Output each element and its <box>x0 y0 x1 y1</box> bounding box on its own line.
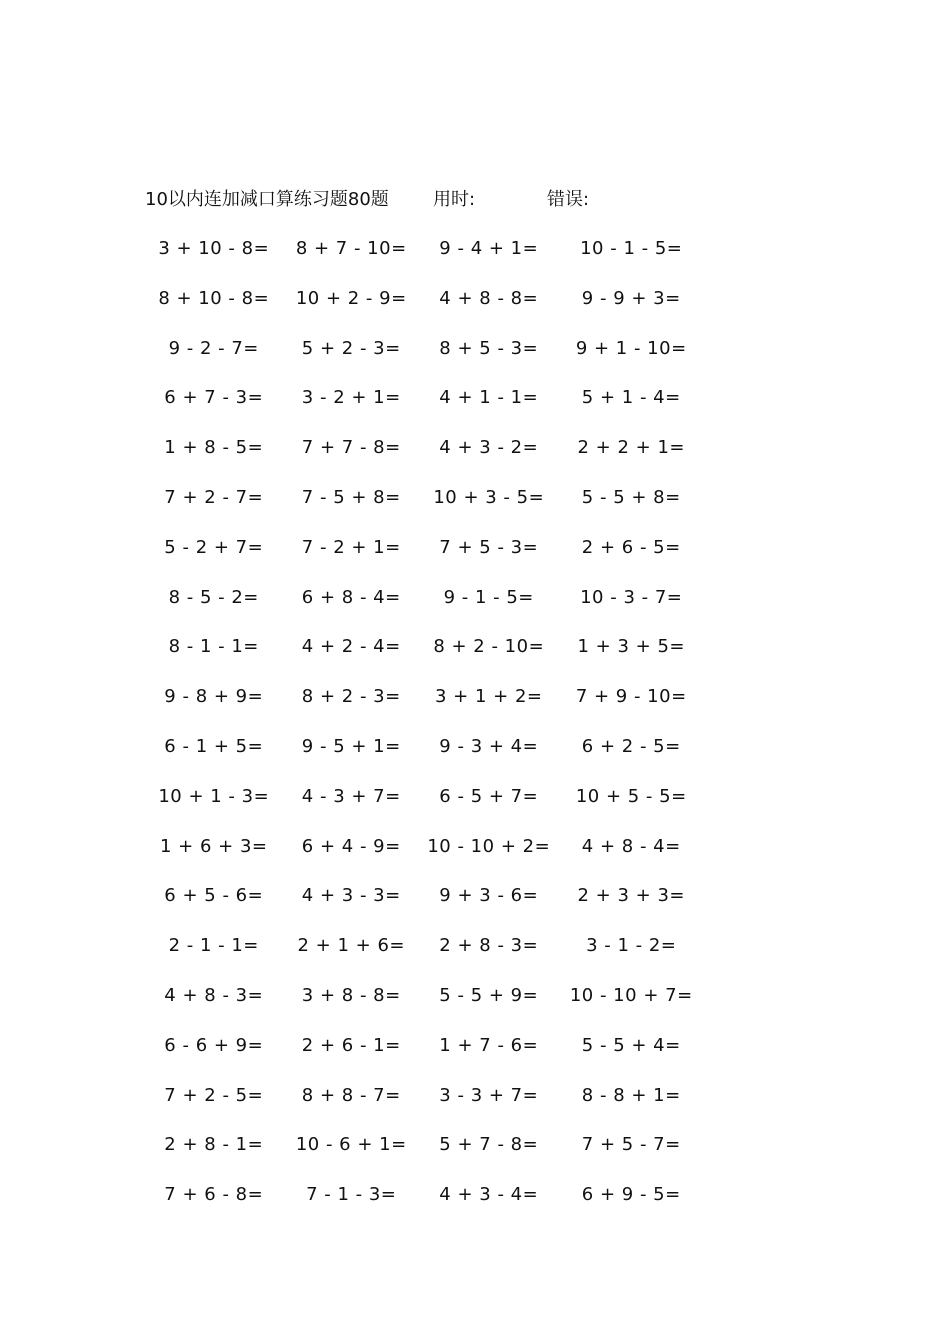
arithmetic-problem: 2 - 1 - 1= <box>168 935 259 957</box>
problem-row <box>145 1032 705 1082</box>
problem-row <box>145 285 705 335</box>
problem-row <box>145 633 705 683</box>
arithmetic-problem: 3 - 2 + 1= <box>301 387 401 409</box>
arithmetic-problem: 2 + 1 + 6= <box>297 935 405 957</box>
arithmetic-problem: 10 + 2 - 9= <box>295 287 407 309</box>
arithmetic-problem: 8 - 1 - 1= <box>168 636 259 658</box>
arithmetic-problem: 9 - 9 + 3= <box>581 287 681 309</box>
arithmetic-problem: 5 + 2 - 3= <box>301 337 401 359</box>
arithmetic-problem: 10 - 6 + 1= <box>295 1134 407 1156</box>
arithmetic-problem: 3 + 8 - 8= <box>301 984 401 1006</box>
arithmetic-problem: 2 + 6 - 5= <box>581 536 681 558</box>
arithmetic-problem: 7 + 9 - 10= <box>575 686 687 708</box>
arithmetic-problem: 7 - 1 - 3= <box>306 1184 397 1206</box>
arithmetic-problem: 5 - 5 + 9= <box>439 984 539 1006</box>
arithmetic-problem: 7 + 2 - 7= <box>164 486 264 508</box>
arithmetic-problem: 9 - 5 + 1= <box>301 735 401 757</box>
arithmetic-problem: 10 - 10 + 7= <box>569 984 693 1006</box>
arithmetic-problem: 3 + 10 - 8= <box>158 238 270 259</box>
arithmetic-problem: 10 + 3 - 5= <box>433 486 545 508</box>
arithmetic-problem: 2 + 8 - 1= <box>164 1134 264 1156</box>
problem-row <box>145 733 705 783</box>
arithmetic-problem: 6 + 5 - 6= <box>164 885 264 907</box>
arithmetic-problem: 2 + 6 - 1= <box>301 1034 401 1056</box>
arithmetic-problem: 9 + 3 - 6= <box>439 885 539 907</box>
arithmetic-problem: 10 + 5 - 5= <box>575 785 687 807</box>
arithmetic-problem: 3 + 1 + 2= <box>435 686 543 708</box>
arithmetic-problem: 1 + 8 - 5= <box>164 437 264 459</box>
arithmetic-problem: 7 - 2 + 1= <box>301 536 401 558</box>
arithmetic-problem: 7 + 6 - 8= <box>164 1184 264 1206</box>
arithmetic-problem: 8 + 10 - 8= <box>158 287 270 309</box>
arithmetic-problem: 4 + 2 - 4= <box>301 636 401 658</box>
arithmetic-problem: 3 - 1 - 2= <box>586 935 677 957</box>
arithmetic-problem: 4 + 3 - 2= <box>439 437 539 459</box>
problem-row <box>145 882 705 932</box>
arithmetic-problem: 4 + 3 - 4= <box>439 1184 539 1206</box>
arithmetic-problem: 4 + 3 - 3= <box>301 885 401 907</box>
arithmetic-problem: 10 - 3 - 7= <box>580 586 683 608</box>
problem-grid <box>145 235 705 1231</box>
problem-row <box>145 833 705 883</box>
arithmetic-problem: 9 + 1 - 10= <box>575 337 687 359</box>
arithmetic-problem: 6 + 7 - 3= <box>164 387 264 409</box>
arithmetic-problem: 6 - 5 + 7= <box>439 785 539 807</box>
arithmetic-problem: 1 + 7 - 6= <box>439 1034 539 1056</box>
arithmetic-problem: 7 + 5 - 7= <box>581 1134 681 1156</box>
arithmetic-problem: 9 - 4 + 1= <box>439 238 539 259</box>
problem-row <box>145 932 705 982</box>
arithmetic-problem: 4 + 8 - 3= <box>164 984 264 1006</box>
arithmetic-problem: 6 + 4 - 9= <box>301 835 401 857</box>
problem-row <box>145 335 705 385</box>
arithmetic-problem: 8 - 5 - 2= <box>168 586 259 608</box>
arithmetic-problem: 10 - 10 + 2= <box>427 835 551 857</box>
error-count-label: 错误: <box>547 189 590 210</box>
time-used-label: 用时: <box>433 189 476 210</box>
arithmetic-problem: 6 - 1 + 5= <box>164 735 264 757</box>
arithmetic-problem: 3 - 3 + 7= <box>439 1084 539 1106</box>
arithmetic-problem: 8 + 8 - 7= <box>301 1084 401 1106</box>
problem-row <box>145 1181 705 1231</box>
arithmetic-problem: 7 + 7 - 8= <box>301 437 401 459</box>
arithmetic-problem: 8 + 7 - 10= <box>295 238 407 259</box>
arithmetic-problem: 4 + 1 - 1= <box>439 387 539 409</box>
arithmetic-problem: 1 + 6 + 3= <box>160 835 268 857</box>
worksheet-title: 10以内连加减口算练习题80题 <box>145 189 389 210</box>
arithmetic-problem: 8 + 5 - 3= <box>439 337 539 359</box>
arithmetic-problem: 2 + 8 - 3= <box>439 935 539 957</box>
arithmetic-problem: 6 + 2 - 5= <box>581 735 681 757</box>
arithmetic-problem: 6 + 8 - 4= <box>301 586 401 608</box>
arithmetic-problem: 7 + 2 - 5= <box>164 1084 264 1106</box>
arithmetic-problem: 8 - 8 + 1= <box>581 1084 681 1106</box>
arithmetic-problem: 6 - 6 + 9= <box>164 1034 264 1056</box>
problem-row <box>145 484 705 534</box>
arithmetic-problem: 4 + 8 - 4= <box>581 835 681 857</box>
arithmetic-problem: 10 - 1 - 5= <box>580 238 683 259</box>
problem-row <box>145 534 705 584</box>
problem-row <box>145 783 705 833</box>
arithmetic-problem: 8 + 2 - 3= <box>301 686 401 708</box>
arithmetic-problem: 9 - 1 - 5= <box>443 586 534 608</box>
arithmetic-problem: 4 + 8 - 8= <box>439 287 539 309</box>
problem-row <box>145 384 705 434</box>
arithmetic-problem: 5 - 5 + 4= <box>581 1034 681 1056</box>
arithmetic-problem: 1 + 3 + 5= <box>577 636 685 658</box>
problem-row <box>145 584 705 634</box>
arithmetic-problem: 7 + 5 - 3= <box>439 536 539 558</box>
arithmetic-problem: 10 + 1 - 3= <box>158 785 270 807</box>
arithmetic-problem: 6 + 9 - 5= <box>581 1184 681 1206</box>
arithmetic-problem: 5 + 7 - 8= <box>439 1134 539 1156</box>
problem-row <box>145 982 705 1032</box>
arithmetic-problem: 2 + 3 + 3= <box>577 885 685 907</box>
problem-row <box>145 434 705 484</box>
problem-row <box>145 1082 705 1132</box>
worksheet-header <box>0 186 950 214</box>
arithmetic-problem: 9 - 8 + 9= <box>164 686 264 708</box>
arithmetic-problem: 7 - 5 + 8= <box>301 486 401 508</box>
problem-row <box>145 235 705 285</box>
arithmetic-problem: 9 - 3 + 4= <box>439 735 539 757</box>
arithmetic-problem: 8 + 2 - 10= <box>433 636 545 658</box>
arithmetic-problem: 2 + 2 + 1= <box>577 437 685 459</box>
problem-row <box>145 1131 705 1181</box>
arithmetic-problem: 4 - 3 + 7= <box>301 785 401 807</box>
arithmetic-problem: 5 - 5 + 8= <box>581 486 681 508</box>
arithmetic-problem: 9 - 2 - 7= <box>168 337 259 359</box>
arithmetic-problem: 5 + 1 - 4= <box>581 387 681 409</box>
problem-row <box>145 683 705 733</box>
arithmetic-problem: 5 - 2 + 7= <box>164 536 264 558</box>
